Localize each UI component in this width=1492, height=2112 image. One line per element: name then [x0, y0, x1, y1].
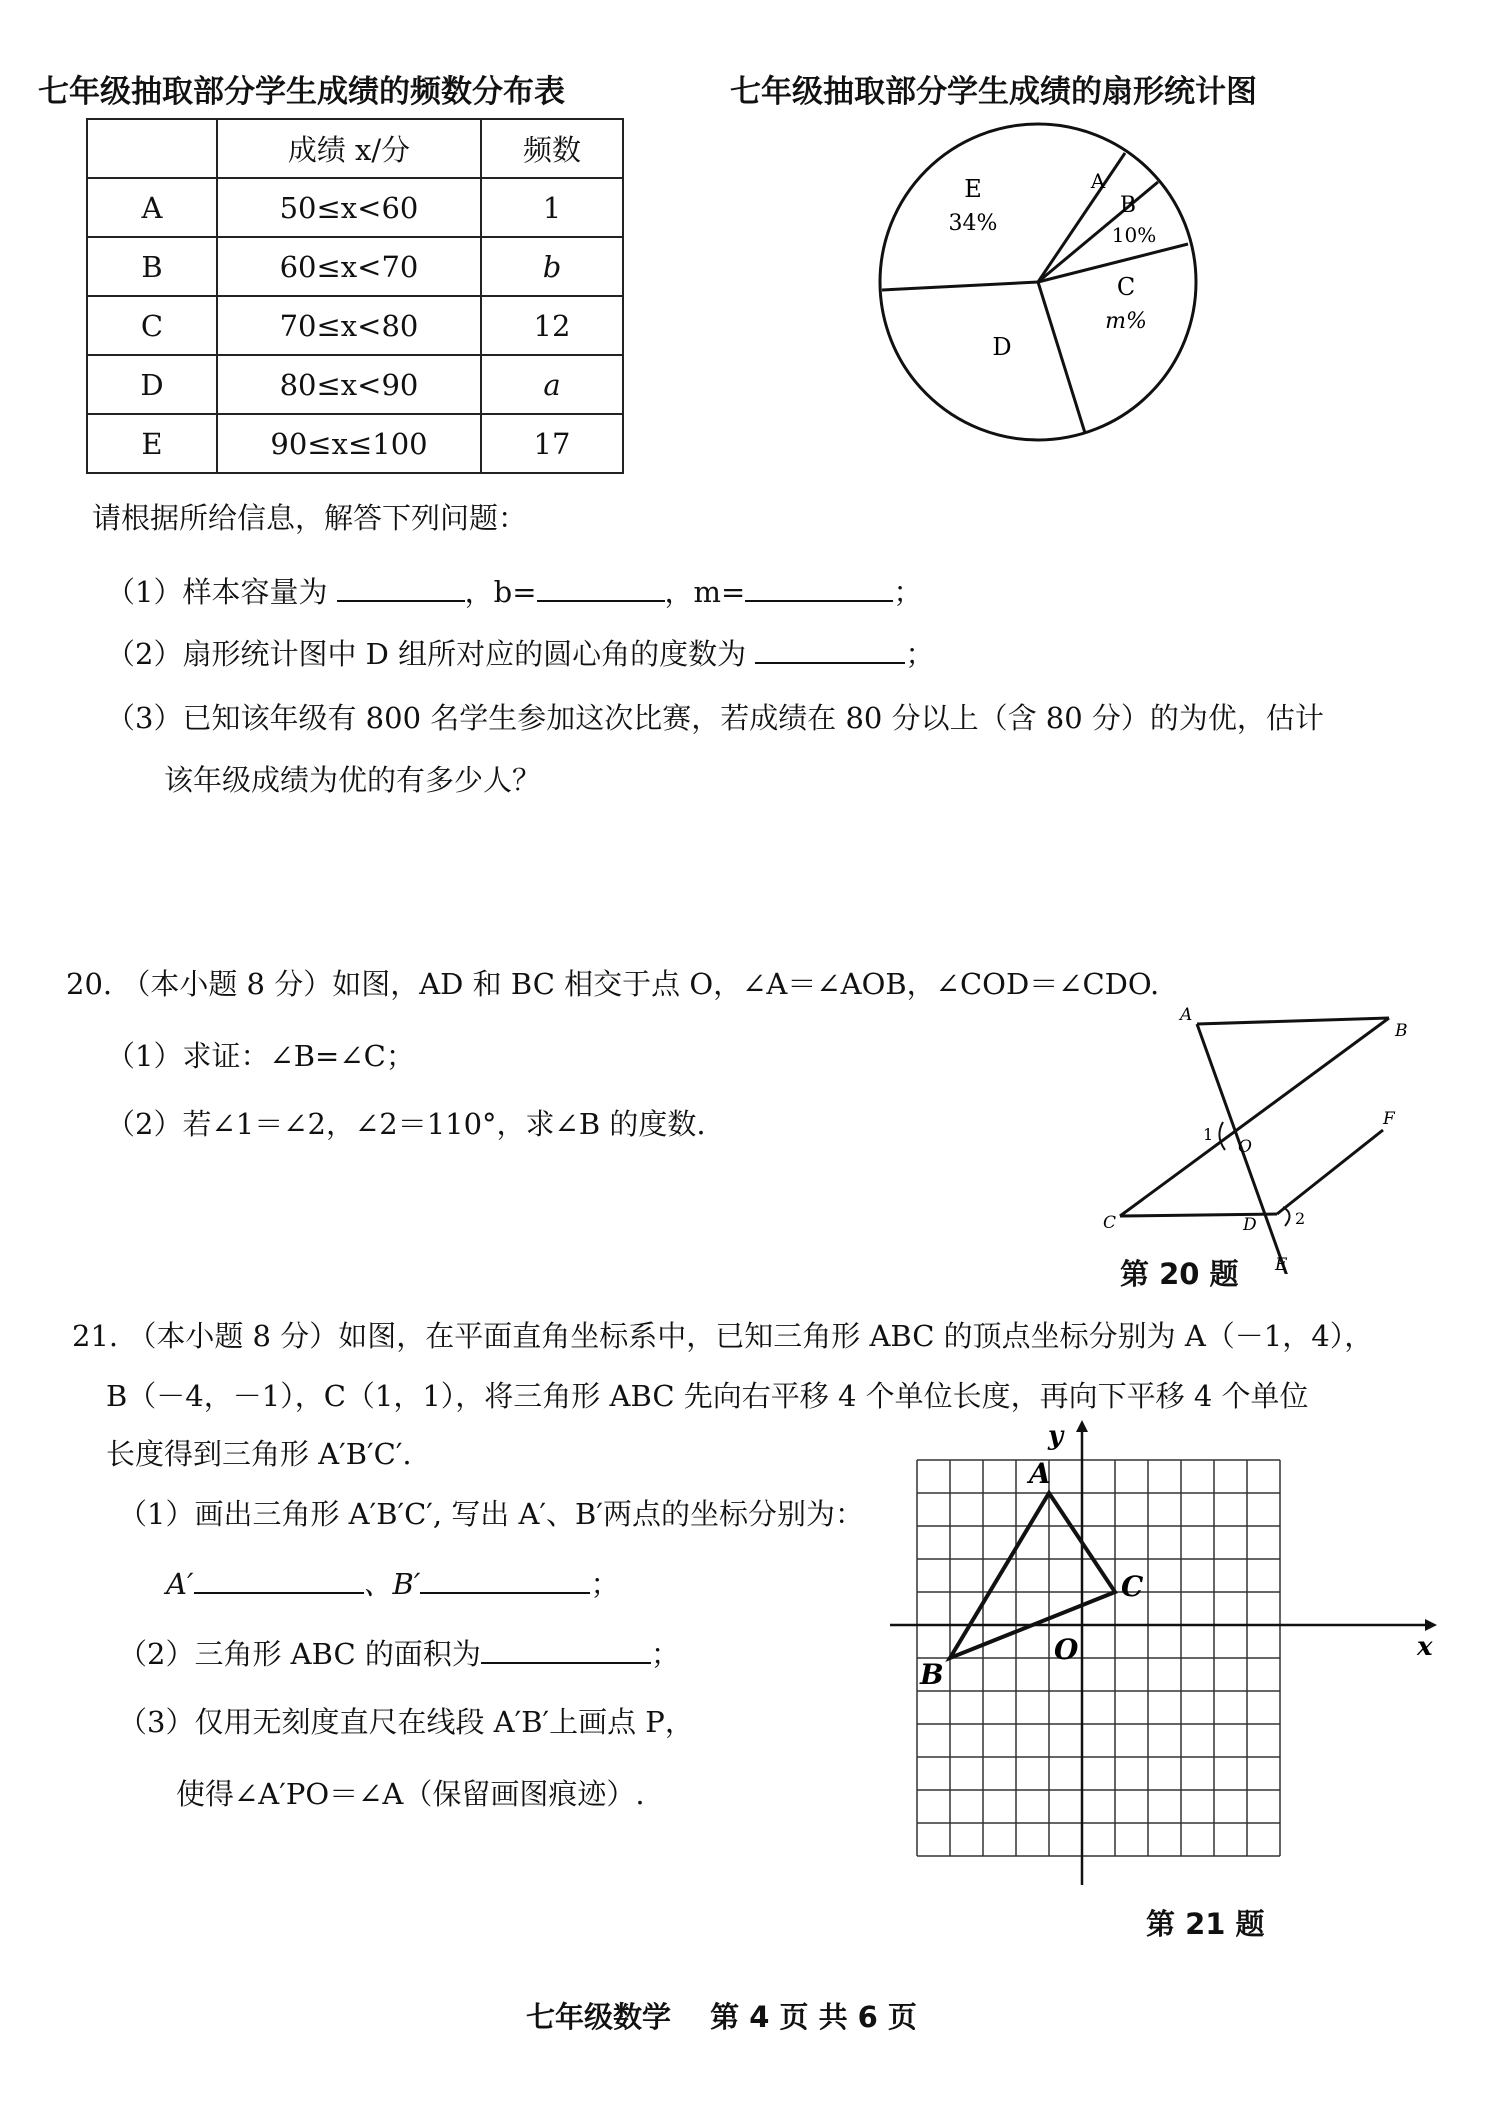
point-c-label: C	[1103, 1213, 1117, 1233]
slice-label-e: E	[964, 175, 982, 203]
table-row	[87, 355, 623, 414]
pie-divider	[1038, 282, 1085, 433]
answer-blank-sample-size[interactable]	[337, 574, 465, 602]
q20-caption: 第 20 题	[1120, 1257, 1239, 1291]
angle-1-arc	[1219, 1122, 1225, 1150]
q21-stem-line2: B（－4，－1），C（1，1），将三角形 ABC 先向右平移 4 个单位长度，再向下平移 4 个单位	[106, 1379, 1309, 1413]
pie-title: 七年级抽取部分学生成绩的扇形统计图	[730, 74, 1257, 110]
q19-p1-text: （1）样本容量为	[106, 575, 328, 609]
point-f-label: F	[1383, 1109, 1395, 1129]
slice-value-e: 34%	[948, 211, 998, 236]
answer-blank-m[interactable]	[745, 574, 893, 602]
q21-p2-end: ；	[650, 1637, 680, 1671]
slice-label-d: D	[992, 333, 1012, 361]
answer-blank-a-prime[interactable]	[194, 1566, 364, 1594]
table-header-cell: 成绩 x/分	[217, 119, 481, 178]
answer-blank-area[interactable]	[481, 1636, 651, 1664]
vertex-c-label: C	[1121, 1570, 1144, 1603]
pie-chart	[870, 120, 1210, 450]
q19-p1-b: ，b=	[464, 575, 537, 609]
table-header-row	[87, 119, 623, 178]
point-b-label: B	[1395, 1021, 1408, 1041]
answer-blank-b[interactable]	[537, 574, 665, 602]
answer-blank-angle[interactable]	[755, 636, 905, 664]
angle-1-label: 1	[1203, 1125, 1214, 1144]
q21-coordinate-grid	[885, 1420, 1445, 1890]
q19-p1-end: ；	[893, 575, 923, 609]
group-cell: C	[87, 296, 217, 355]
triangle-abc	[950, 1493, 1115, 1658]
grid-lines	[917, 1460, 1280, 1856]
q21-part3-line2: 使得∠A′PO＝∠A（保留画图痕迹）.	[176, 1777, 645, 1811]
table-row	[87, 237, 623, 296]
ray-df	[1277, 1130, 1383, 1214]
table-header-cell: 频数	[481, 119, 623, 178]
q19-part3-line1: （3）已知该年级有 800 名学生参加这次比赛，若成绩在 80 分以上（含 80 分）的为优，估计	[106, 701, 1324, 735]
slice-label-b: B	[1119, 193, 1137, 218]
q21-part3-line1: （3）仅用无刻度直尺在线段 A′B′上画点 P，	[118, 1705, 694, 1739]
q20-part1: （1）求证：∠B=∠C；	[106, 1039, 415, 1073]
slice-label-a: A	[1090, 169, 1106, 193]
segment-ab	[1197, 1018, 1389, 1024]
point-o-label: O	[1238, 1137, 1252, 1157]
vertex-b-label: B	[920, 1658, 944, 1691]
group-cell: B	[87, 237, 217, 296]
pie-divider	[882, 282, 1038, 290]
table-header-cell	[87, 119, 217, 178]
q21-p1-end: ；	[590, 1567, 620, 1601]
frequency-table	[86, 118, 624, 474]
q21-stem-line3: 长度得到三角形 A′B′C′.	[106, 1437, 412, 1471]
freq-cell: 12	[481, 296, 623, 355]
range-cell: 90≤x≤100	[217, 414, 481, 473]
freq-cell: 17	[481, 414, 623, 473]
a-prime-label: A′	[166, 1567, 194, 1601]
q21-part1: （1）画出三角形 A′B′C′, 写出 A′、B′两点的坐标分别为：	[118, 1497, 864, 1531]
point-d-label: D	[1243, 1215, 1257, 1235]
group-cell: A	[87, 178, 217, 237]
q20-figure	[1085, 1002, 1425, 1274]
q19-p1-m: ，m=	[664, 575, 746, 609]
q20-part2: （2）若∠1＝∠2，∠2＝110°，求∠B 的度数.	[106, 1107, 706, 1141]
x-axis-arrow	[1425, 1619, 1437, 1631]
table-row	[87, 178, 623, 237]
x-axis-label: x	[1417, 1632, 1433, 1662]
slice-value-c: m%	[1105, 309, 1147, 334]
group-cell: D	[87, 355, 217, 414]
q19-intro: 请根据所给信息，解答下列问题：	[92, 501, 528, 535]
slice-label-c: C	[1116, 273, 1136, 301]
freq-cell: a	[481, 355, 623, 414]
q21-stem-line1: 21. （本小题 8 分）如图，在平面直角坐标系中，已知三角形 ABC 的顶点坐标分别为 A（－1，4），	[72, 1319, 1374, 1353]
q19-p2-text: （2）扇形统计图中 D 组所对应的圆心角的度数为	[106, 637, 747, 671]
range-cell: 60≤x<70	[217, 237, 481, 296]
q21-part2	[118, 1632, 680, 1673]
page-footer: 七年级数学 第 4 页 共 6 页	[526, 2000, 917, 2034]
point-e-label: E	[1275, 1255, 1288, 1274]
b-prime-label: 、B′	[363, 1567, 421, 1601]
group-cell: E	[87, 414, 217, 473]
q21-part1-answer	[166, 1562, 619, 1603]
table-row	[87, 414, 623, 473]
q21-p2-text: （2）三角形 ABC 的面积为	[118, 1637, 481, 1671]
q19-p2-end: ；	[905, 637, 935, 671]
table-row	[87, 296, 623, 355]
q19-part1	[106, 570, 922, 611]
answer-blank-b-prime[interactable]	[420, 1566, 590, 1594]
freq-cell: b	[481, 237, 623, 296]
range-cell: 70≤x<80	[217, 296, 481, 355]
vertex-a-label: A	[1029, 1457, 1051, 1490]
angle-2-label: 2	[1295, 1209, 1306, 1228]
range-cell: 80≤x<90	[217, 355, 481, 414]
slice-value-b: 10%	[1111, 223, 1157, 247]
point-a-label: A	[1180, 1005, 1193, 1025]
table-title: 七年级抽取部分学生成绩的频数分布表	[38, 74, 565, 110]
freq-cell: 1	[481, 178, 623, 237]
range-cell: 50≤x<60	[217, 178, 481, 237]
origin-label: O	[1054, 1633, 1079, 1666]
y-axis-label: y	[1048, 1421, 1064, 1451]
q21-caption: 第 21 题	[1146, 1907, 1265, 1941]
q20-stem: 20. （本小题 8 分）如图，AD 和 BC 相交于点 O，∠A＝∠AOB，∠COD＝∠CDO.	[66, 967, 1160, 1001]
q19-part2	[106, 632, 934, 673]
y-axis-arrow	[1076, 1420, 1088, 1432]
q19-part3-line2: 该年级成绩为优的有多少人？	[164, 763, 542, 797]
